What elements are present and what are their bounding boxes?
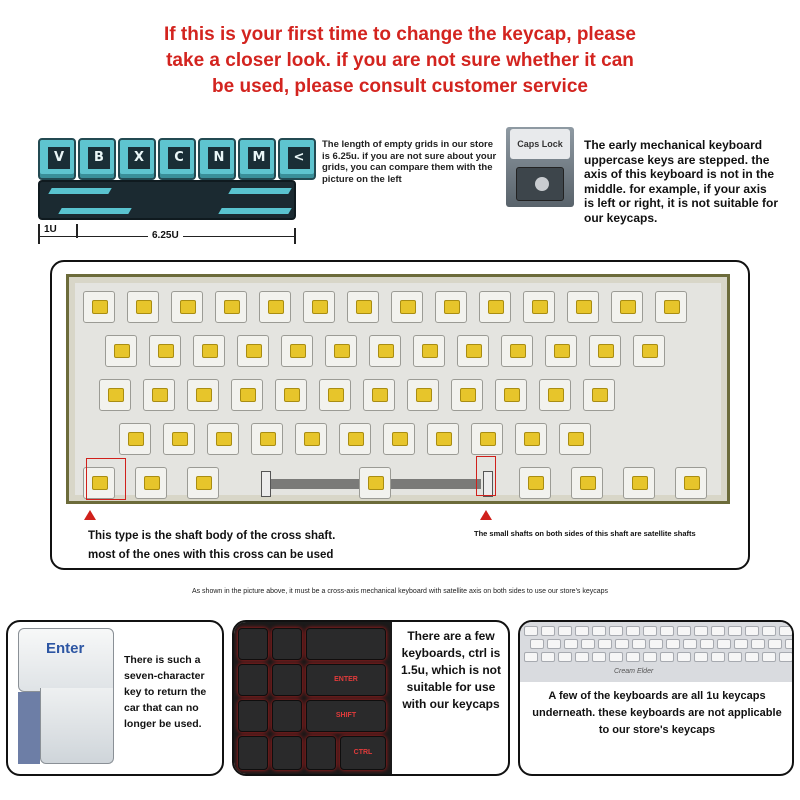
switch [237, 335, 269, 367]
switch [347, 291, 379, 323]
keyboard-brand-mark: Cream Elder [614, 668, 654, 675]
keycap-legend: M [248, 147, 270, 169]
keycap [745, 626, 759, 636]
switch [369, 335, 401, 367]
all-1u-panel [518, 620, 794, 776]
satellite-shaft [261, 471, 271, 497]
stepped-capslock-note: The early mechanical keyboard uppercase keys are stepped. the axis of this keyboard is not in the middle. for example, if your axis is left or right, it is not suitable for our keycaps. [584, 138, 779, 225]
switch [571, 467, 603, 499]
keycap [615, 639, 629, 649]
switch [215, 291, 247, 323]
enter-key-panel [6, 620, 224, 776]
switch [83, 291, 115, 323]
keycap [626, 626, 640, 636]
keycap [609, 626, 623, 636]
switch [105, 335, 137, 367]
keycap [575, 652, 589, 662]
headline-line-2: take a closer look. if you are not sure whether it can [166, 50, 634, 71]
enter-key-label: Enter [46, 640, 85, 657]
plate [75, 283, 721, 495]
switch [187, 379, 219, 411]
enter-key: ENTER [306, 664, 386, 696]
switch [391, 291, 423, 323]
switch [457, 335, 489, 367]
keycap [779, 626, 793, 636]
cross-stem-icon [535, 177, 549, 191]
dimension-625u-label: 6.25U [148, 230, 183, 241]
keycap [598, 639, 612, 649]
keycap-strip-image [38, 138, 312, 220]
keycap-legend: N [208, 147, 230, 169]
switch [303, 291, 335, 323]
keycap [677, 626, 691, 636]
keycap [768, 639, 782, 649]
keycap [660, 652, 674, 662]
switch [523, 291, 555, 323]
spacebar-length-note: The length of empty grids in our store is 6.25u. if you are not sure about your grids, you can compare them with the picture on the left [322, 139, 497, 185]
switch [583, 379, 615, 411]
switch [319, 379, 351, 411]
ctrl-key-panel [232, 620, 510, 776]
switch [281, 335, 313, 367]
keycap [558, 626, 572, 636]
keycap [558, 652, 572, 662]
keycap [683, 639, 697, 649]
keycap [694, 652, 708, 662]
keycap-v [38, 138, 76, 180]
keycap [524, 626, 538, 636]
keycap [751, 639, 765, 649]
switch [143, 379, 175, 411]
satellite-shaft-highlight-box [476, 456, 496, 496]
keycap-c [158, 138, 196, 180]
switch [655, 291, 687, 323]
switch [413, 335, 445, 367]
ctrl-key: CTRL [340, 736, 386, 770]
switch [675, 467, 707, 499]
capslock-switch [516, 167, 564, 201]
switch [187, 467, 219, 499]
cross-shaft-caption-line-2: most of the ones with this cross can be used [88, 549, 334, 561]
satellite-shaft-caption: The small shafts on both sides of this shaft are satellite shafts [474, 529, 696, 538]
keyboard-switch-plate-image [66, 274, 730, 504]
switch [519, 467, 551, 499]
switch [479, 291, 511, 323]
keycap [728, 626, 742, 636]
keycap [626, 652, 640, 662]
switch [149, 335, 181, 367]
switch [127, 291, 159, 323]
keycap-n [198, 138, 236, 180]
headline-line-3: be used, please consult customer service [212, 76, 588, 97]
keycap [581, 639, 595, 649]
keycap [632, 639, 646, 649]
pointer-arrow-icon [480, 510, 492, 520]
keycap [717, 639, 731, 649]
dimension-1u-label: 1U [44, 224, 57, 235]
keycap [524, 652, 538, 662]
keycap [660, 626, 674, 636]
keycap-legend: C [168, 147, 190, 169]
switch [383, 423, 415, 455]
keycap [694, 626, 708, 636]
keycap [700, 639, 714, 649]
keycap [711, 626, 725, 636]
keycap [734, 639, 748, 649]
keycap-m [238, 138, 276, 180]
switch [451, 379, 483, 411]
keycap [592, 626, 606, 636]
switch [633, 335, 665, 367]
all-1u-note: A few of the keyboards are all 1u keycaps underneath. these keyboards are not applicable to our store's keycaps [532, 690, 782, 736]
switch [611, 291, 643, 323]
keycap-legend: < [288, 147, 310, 169]
windows-icon [272, 736, 302, 770]
switch [589, 335, 621, 367]
switch [119, 423, 151, 455]
switch [295, 423, 327, 455]
keycap [547, 639, 561, 649]
compatibility-rule-note: As shown in the picture above, it must be a cross-axis mechanical keyboard with satellite axis on both sides to use our store's keycaps [191, 588, 609, 595]
keycap-comma [278, 138, 316, 180]
keycap [592, 652, 606, 662]
keycap-legend: V [48, 147, 70, 169]
cross-shaft-caption [88, 527, 335, 565]
shift-key: SHIFT [306, 700, 386, 732]
capslock-key-label: Caps Lock [510, 129, 570, 159]
keycap-x [118, 138, 156, 180]
iso-enter-keycap-image [18, 628, 118, 768]
cross-shaft-caption-line-1: This type is the shaft body of the cross shaft. [88, 530, 336, 542]
all-1u-keyboard-image [520, 622, 792, 682]
keycap [711, 652, 725, 662]
keycap-b [78, 138, 116, 180]
switch [99, 379, 131, 411]
switch [471, 423, 503, 455]
switch [363, 379, 395, 411]
switch [251, 423, 283, 455]
keycap-row [38, 138, 316, 180]
keycap-legend: X [128, 147, 150, 169]
switch [559, 423, 591, 455]
switch [259, 291, 291, 323]
keycap [785, 639, 794, 649]
keycap [677, 652, 691, 662]
switch [501, 335, 533, 367]
keycap [564, 639, 578, 649]
capslock-keycap-image [506, 127, 574, 207]
keycap [649, 639, 663, 649]
switch-plate-panel [50, 260, 750, 570]
switch [339, 423, 371, 455]
spacebar-switch [359, 467, 391, 499]
keycap [541, 652, 555, 662]
spacebar-keycap [38, 180, 296, 220]
switch [275, 379, 307, 411]
switch [539, 379, 571, 411]
keycap [728, 652, 742, 662]
pointer-arrow-icon [84, 510, 96, 520]
switch [435, 291, 467, 323]
keycap [643, 652, 657, 662]
switch [495, 379, 527, 411]
keycap [541, 626, 555, 636]
backlit-keyboard-image [234, 622, 392, 774]
keycap [779, 652, 793, 662]
keycap [609, 652, 623, 662]
ctrl-key-note: There are a few keyboards, ctrl is 1.5u, which is not suitable for use with our keycaps [400, 629, 501, 711]
switch [515, 423, 547, 455]
dimension-625u [38, 228, 296, 244]
headline [60, 22, 740, 100]
switch [407, 379, 439, 411]
switch [231, 379, 263, 411]
switch [135, 467, 167, 499]
headline-line-1: If this is your first time to change the keycap, please [164, 24, 636, 45]
switch [163, 423, 195, 455]
switch [567, 291, 599, 323]
keycap [666, 639, 680, 649]
switch [545, 335, 577, 367]
keycap [530, 639, 544, 649]
switch [171, 291, 203, 323]
enter-key-note: There is such a seven-character key to return the car that can no longer be used. [124, 654, 207, 730]
keycap [575, 626, 589, 636]
switch [325, 335, 357, 367]
keycap [745, 652, 759, 662]
cross-shaft-highlight-box [86, 458, 126, 500]
keycap-legend: B [88, 147, 110, 169]
switch [427, 423, 459, 455]
switch [207, 423, 239, 455]
keycap [643, 626, 657, 636]
keycap [762, 652, 776, 662]
switch [193, 335, 225, 367]
switch [623, 467, 655, 499]
keycap [762, 626, 776, 636]
